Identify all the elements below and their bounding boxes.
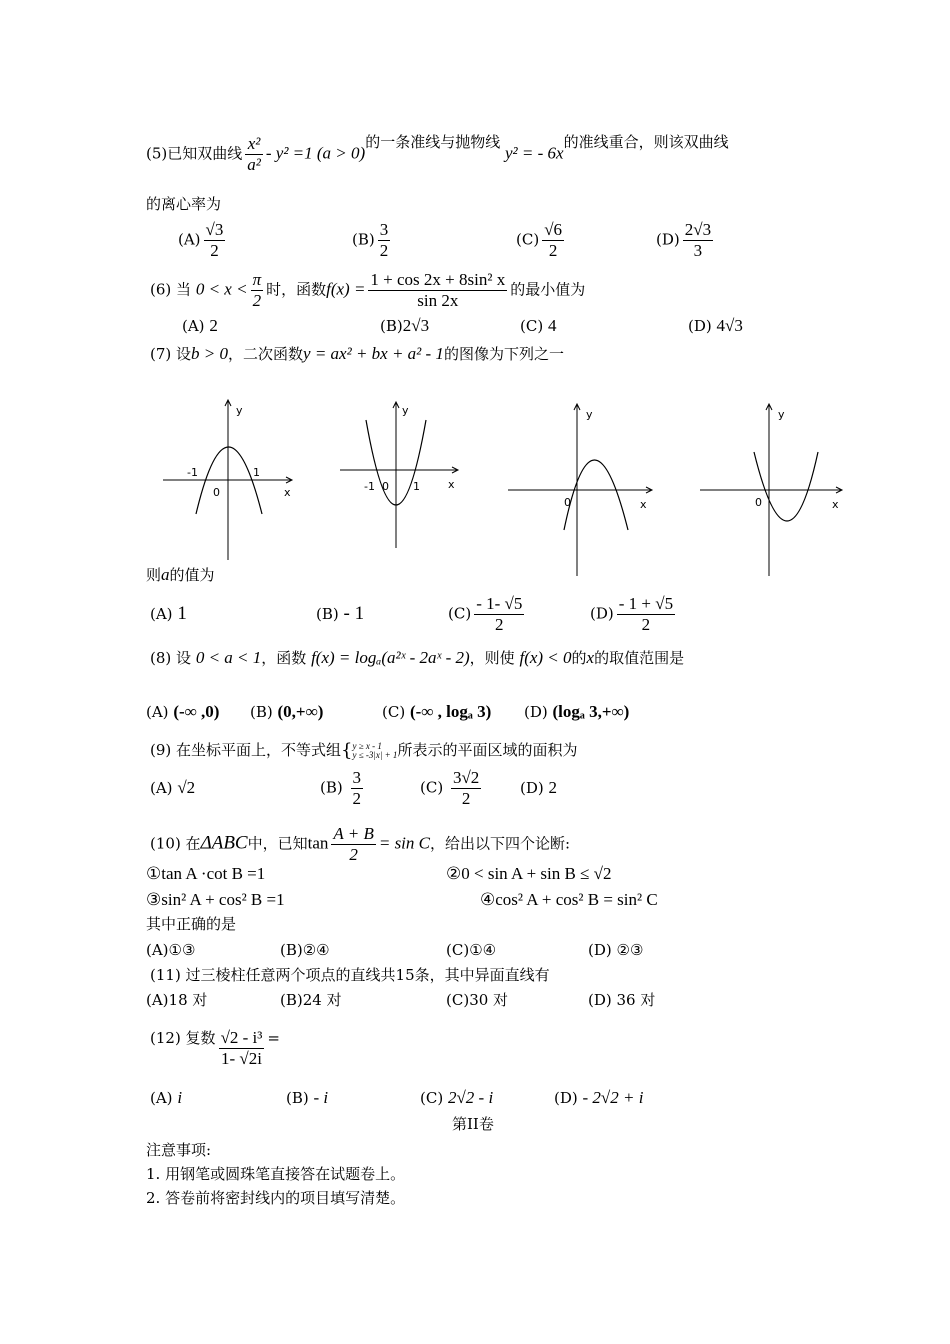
- graph-b-origin: 0: [382, 480, 389, 493]
- graph-a-minus1: -1: [187, 466, 198, 479]
- q7-stem: (7) 设b > 0，二次函数y = ax² + bx + a² - 1的图像为下列之一: [150, 344, 564, 363]
- graph-c: [508, 404, 652, 576]
- part2-notice: 注意事项:: [146, 1141, 212, 1159]
- q12-option-c[interactable]: (C) 2√2 - i: [420, 1088, 494, 1107]
- graph-c-origin: 0: [564, 496, 571, 509]
- q10-statement-3: ③sin² A + cos² B =1: [146, 890, 285, 909]
- q9-option-a[interactable]: (A) √2: [150, 778, 196, 797]
- q9-system: y ≥ x - 1 y ≤ -3|x| + 1: [352, 741, 398, 760]
- q10-option-c[interactable]: (C)①④: [446, 941, 497, 959]
- q9-brace: {: [341, 740, 353, 761]
- q10-option-a[interactable]: (A)①③: [146, 941, 196, 959]
- q8-stem: (8) 设 0 < a < 1，函数 f(x) = logₐ(a²ˣ - 2aˣ - 2)，则使 f(x) < 0的x的取值范围是: [150, 648, 685, 667]
- q5-tail: 的准线重合，则该双曲线: [563, 132, 729, 151]
- q6-stem: (6) 当 0 < x < $\frac{\pi}{2}$ 时，函数f(x) = $\frac{\text{1 + cos 2x + 8sin² x}}{\sin 2x}$ 的最小值为: [150, 270, 586, 310]
- graph-d-y-label: y: [778, 408, 785, 421]
- q6-option-b[interactable]: (B)2√3: [380, 316, 430, 335]
- part2-note-2: 2. 答卷前将密封线内的项目填写清楚。: [146, 1189, 406, 1207]
- q7-graphs: [0, 390, 950, 590]
- q5-mid: 的一条准线与抛物线: [365, 132, 501, 151]
- q5-option-d[interactable]: (D) $\frac{2√3}{3}$: [656, 220, 712, 260]
- q12-stem: (12) 复数 $\frac{\text{√2 - i³}}{1- √2i}$ =: [150, 1028, 280, 1068]
- q10-ask: 其中正确的是: [146, 915, 237, 933]
- q11-option-b[interactable]: (B)24 对: [280, 991, 342, 1009]
- q5-cont: 的离心率为: [146, 195, 222, 213]
- q10-statement-1: ①tan A ·cot B =1: [146, 864, 266, 883]
- graph-a-origin: 0: [213, 486, 220, 499]
- graph-a-x-label: x: [284, 486, 291, 499]
- q11-option-d[interactable]: (D) 36 对: [588, 991, 656, 1009]
- q10-option-d[interactable]: (D) ②③: [588, 941, 644, 959]
- q5-lead: (5)已知双曲线: [146, 144, 243, 163]
- graph-c-y-label: y: [586, 408, 593, 421]
- q6-option-a[interactable]: (A) 2: [182, 316, 218, 335]
- part2-note-1: 1. 用钢笔或圆珠笔直接答在试题卷上。: [146, 1165, 406, 1183]
- graph-b-minus1: -1: [364, 480, 375, 493]
- q10-statement-4: ④cos² A + cos² B = sin² C: [480, 890, 658, 909]
- q8-option-d[interactable]: (D) (logₐ 3,+∞): [524, 702, 630, 721]
- q12-option-a[interactable]: (A) i: [150, 1088, 183, 1107]
- q5-option-c[interactable]: (C) $\frac{√6}{2}$: [516, 220, 563, 260]
- graph-b-y-label: y: [402, 404, 409, 417]
- q5-hyperbola-frac: $\frac{\text{x²}}{\text{a²}}$: [247, 134, 261, 174]
- graph-b-x-label: x: [448, 478, 455, 491]
- q9-option-c[interactable]: (C) $\frac{3√2}{2}$: [420, 768, 480, 808]
- graph-b: [340, 402, 458, 548]
- q7-option-b[interactable]: (B) - 1: [316, 603, 365, 624]
- q7-option-a[interactable]: (A) 1: [150, 603, 187, 624]
- graph-a-y-label: y: [236, 404, 243, 417]
- q6-option-c[interactable]: (C) 4: [520, 316, 557, 335]
- q9-stem: (9) 在坐标平面上，不等式组{ y ≥ x - 1 y ≤ -3|x| + 1 所表示的平面区域的面积为: [150, 740, 578, 761]
- graph-d-origin: 0: [755, 496, 762, 509]
- graph-c-curve: [564, 460, 628, 530]
- graph-d-x-label: x: [832, 498, 839, 511]
- part2-title: 第II卷: [452, 1115, 494, 1133]
- q8-option-a[interactable]: (A) (-∞ ,0): [146, 702, 220, 721]
- q8-option-b[interactable]: (B) (0,+∞): [250, 702, 324, 721]
- q12-option-b[interactable]: (B) - i: [286, 1088, 329, 1107]
- graph-b-plus1: 1: [413, 480, 420, 493]
- q11-option-c[interactable]: (C)30 对: [446, 991, 509, 1009]
- q11-option-a[interactable]: (A)18 对: [146, 991, 208, 1009]
- q5-parabola: y² = - 6x: [504, 143, 564, 163]
- q8-option-c[interactable]: (C) (-∞ , logₐ 3): [382, 702, 492, 721]
- q12-option-d[interactable]: (D) - 2√2 + i: [554, 1088, 644, 1107]
- graph-d: [700, 404, 842, 576]
- q6-option-d[interactable]: (D) 4√3: [688, 316, 743, 335]
- q9-option-b[interactable]: (B) $\frac{3}{2}$: [320, 768, 362, 808]
- q10-statement-2: ②0 < sin A + sin B ≤ √2: [446, 864, 612, 883]
- q5-stem: [146, 134, 729, 175]
- q10-stem: (10) 在ΔABC中，已知tan $\frac{A + B}{2}$ = sin C，给出以下四个论断:: [150, 824, 571, 864]
- graph-a-plus1: 1: [253, 466, 260, 479]
- q5-hyperbola-rest: - y² =1 (a > 0): [265, 143, 366, 163]
- q7-after: 则a的值为: [146, 565, 215, 584]
- q7-option-d[interactable]: (D) $\frac{- 1 + √5}{2}$: [590, 594, 674, 634]
- q5-option-b[interactable]: (B) $\frac{3}{2}$: [352, 220, 389, 260]
- graph-d-curve: [754, 452, 818, 521]
- q9-option-d[interactable]: (D) 2: [520, 778, 558, 797]
- graph-a: [163, 400, 292, 560]
- q7-option-c[interactable]: (C) $\frac{- 1- √5}{2}$: [448, 594, 523, 634]
- q10-option-b[interactable]: (B)②④: [280, 941, 330, 959]
- q11-stem: (11) 过三棱柱任意两个项点的直线共15条，其中异面直线有: [150, 966, 550, 984]
- graph-c-x-label: x: [640, 498, 647, 511]
- q5-option-a[interactable]: (A) $\frac{√3}{2}$: [178, 220, 224, 260]
